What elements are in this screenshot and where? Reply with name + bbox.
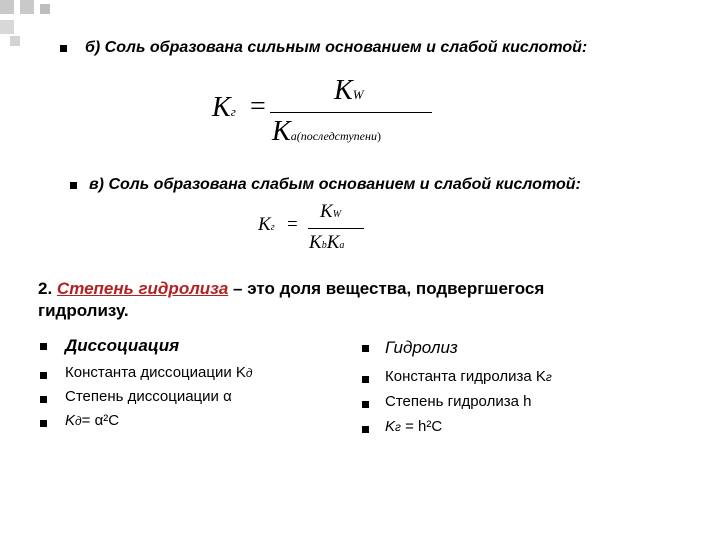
dissociation-degree: Степень диссоциации α xyxy=(65,388,232,405)
hydrolysis-heading: Гидролиз xyxy=(385,338,458,357)
dissociation-heading: Диссоциация xyxy=(65,336,180,355)
formula2-fraction-line xyxy=(308,228,364,229)
term-link: Степень гидролиза xyxy=(56,279,229,298)
bullet-icon xyxy=(40,420,47,427)
item-b-text: б) Соль образована сильным основанием и слабой кислотой: xyxy=(85,39,588,56)
hydrolysis-constant: Константа гидролиза Kг xyxy=(385,368,552,385)
bullet-icon xyxy=(362,345,369,352)
degree-of-hydrolysis-definition: 2. Степень гидролиза – это доля вещества, подвергшегося гидролизу. xyxy=(38,279,545,320)
formula1-equals: = xyxy=(250,91,266,122)
formula1-fraction-line xyxy=(270,112,432,113)
formula1-lhs: K xyxy=(212,92,231,123)
bullet-icon xyxy=(40,343,47,350)
item-v-text: в) Соль образована слабым основанием и слабой кислотой: xyxy=(89,176,581,193)
bullet-icon xyxy=(362,426,369,433)
bullet-icon xyxy=(70,182,77,189)
hydrolysis-degree: Степень гидролиза h xyxy=(385,393,532,410)
ostwald-law: Kд= α²C xyxy=(65,412,120,429)
formula1-numerator: K xyxy=(334,75,353,106)
dissociation-constant: Константа диссоциации Kд xyxy=(65,364,253,381)
bullet-icon xyxy=(362,401,369,408)
hydrolysis-formula: Kг = h²C xyxy=(385,418,443,435)
bullet-icon xyxy=(40,372,47,379)
bullet-icon xyxy=(362,376,369,383)
formula1-denominator: K xyxy=(272,116,291,147)
bullet-icon xyxy=(60,45,67,52)
bullet-icon xyxy=(40,396,47,403)
